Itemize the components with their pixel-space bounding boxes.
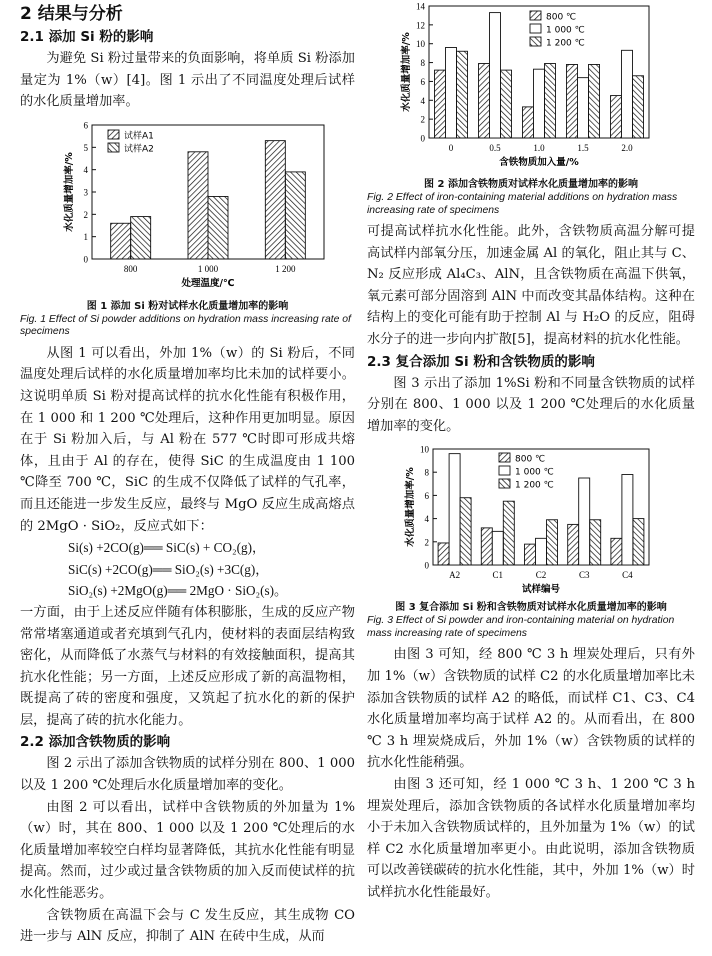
y-tick-label: 14 — [416, 1, 425, 12]
bar-1000℃-C3 — [579, 478, 590, 565]
fig3-caption-cn: 图 3 复合添加 Si 粉和含铁物质对试样水化质量增加率的影响 — [395, 602, 667, 614]
bar-试样A2-1200 — [285, 172, 305, 259]
y-tick-label: 6 — [420, 76, 425, 87]
figure-1 — [20, 117, 355, 300]
legend-swatch — [108, 130, 119, 139]
paragraph: 图 3 示出了添加 1%Si 粉和不同量含铁物质的试样分别在 800、1 000 以及 1 200 ℃处理后的水化质量增加率的变化。 — [367, 375, 695, 434]
left-column — [20, 0, 355, 948]
bar-1000℃-1.5 — [578, 78, 589, 138]
bar-1200℃-0 — [457, 51, 468, 138]
subsection-2-2-title: 2.2 添加含铁物质的影响 — [20, 734, 171, 751]
bar-试样A1-1000 — [188, 152, 208, 259]
bar-1000℃-C4 — [622, 475, 633, 565]
bar-1200℃-2.0 — [633, 76, 644, 138]
fig2-chart — [367, 0, 695, 178]
legend-entry: 1 000 ℃ — [515, 467, 554, 478]
y-tick-label: 12 — [416, 20, 425, 31]
equation-3: SiO₂(s) +2MgO(g)══ 2MgO · SiO₂(s)。 — [68, 583, 288, 599]
y-axis-label: 水化质量增加率/% — [401, 32, 412, 112]
x-tick-label: A2 — [449, 570, 461, 581]
bar-试样A2-800 — [131, 216, 151, 258]
x-tick-label: 1.0 — [533, 143, 545, 153]
subsection-2-1-title: 2.1 添加 Si 粉的影响 — [20, 29, 154, 45]
y-tick-label: 2 — [420, 114, 425, 125]
paragraph: 为避免 Si 粉过量带来的负面影响，将单质 Si 粉添加量定为 1%（w）[4]。图 1 示出了不同温度处理后试样的水化质量增加率。 — [20, 51, 355, 110]
x-tick-label: 1.5 — [577, 143, 589, 153]
y-tick-label: 4 — [424, 514, 429, 525]
bar-1200℃-0.5 — [501, 70, 512, 138]
fig2-caption-cn: 图 2 添加含铁物质对试样水化质量增加率的影响 — [424, 179, 638, 190]
x-tick-label: C3 — [578, 570, 590, 581]
bar-1200℃-C3 — [590, 520, 601, 565]
bar-1200℃-1.5 — [589, 64, 600, 138]
bar-800℃-1.0 — [523, 107, 534, 138]
bar-800℃-C1 — [481, 528, 492, 565]
y-tick-label: 1 — [83, 231, 88, 242]
equation-2: SiC(s) +2CO(g)══ SiO₂(s) +3C(g)， — [68, 561, 269, 577]
y-tick-label: 8 — [424, 468, 429, 479]
bar-1000℃-0 — [446, 47, 457, 138]
bar-试样A1-1200 — [265, 140, 285, 258]
y-tick-label: 6 — [83, 120, 88, 131]
bar-800℃-0.5 — [479, 64, 490, 138]
x-tick-label: 1 200 — [275, 263, 296, 274]
fig1-caption-cn: 图 1 添加 Si 粉对试样水化质量增加率的影响 — [86, 300, 289, 312]
paragraph: 可提高试样抗水化性能。此外，含铁物质高温分解可提高试样内部氧分压，加速金属 Al 的氧化，阻止其与 C、N₂ 反应形成 Al₄C₃、AlN，且含铁物质在高温下供氧，氧元素可部分固溶到 AlN 中而改变其晶体结构。这种在结构上的变化可能有助于控制 Al 与 H₂O 的反应，阻碍水分子的进一步向内扩散[5]，提高材料的抗水化性能。 — [367, 224, 695, 347]
x-tick-label: C4 — [622, 570, 633, 581]
bar-1200℃-C2 — [547, 520, 558, 565]
x-tick-label: C1 — [492, 570, 504, 581]
bar-1000℃-C1 — [492, 532, 503, 566]
bar-试样A1-800 — [111, 223, 131, 259]
figure-2 — [367, 0, 695, 178]
fig2-caption-en: Fig. 2 Effect of iron-containing material additions on hydration mass increasing rate of specimens — [367, 192, 678, 216]
x-tick-label: 1 000 — [197, 263, 219, 274]
legend-entry: 1 200 ℃ — [515, 480, 554, 491]
paragraph: 图 2 示出了添加含铁物质的试样分别在 800、1 000 以及 1 200 ℃处理后水化质量增加率的变化。 — [20, 756, 355, 794]
x-axis-label: 含铁物质加入量/% — [499, 157, 579, 168]
y-tick-label: 6 — [424, 491, 429, 502]
legend-entry: 800 ℃ — [515, 454, 546, 465]
bar-800℃-C2 — [525, 544, 536, 565]
section-title: 2 结果与分析 — [20, 4, 123, 24]
right-column — [367, 0, 695, 903]
y-tick-label: 10 — [416, 39, 425, 50]
y-tick-label: 5 — [83, 142, 88, 153]
bar-1000℃-2.0 — [622, 50, 633, 138]
bar-800℃-0 — [435, 70, 446, 138]
figure-3 — [367, 441, 695, 601]
fig1-chart — [20, 117, 355, 300]
bar-1000℃-1.0 — [534, 69, 545, 138]
bar-800℃-C4 — [611, 539, 622, 566]
legend-swatch — [530, 11, 541, 20]
y-axis-label: 水化质量增加率/% — [405, 467, 416, 548]
legend-swatch — [499, 453, 510, 462]
legend-entry: 1 000 ℃ — [546, 25, 585, 36]
paragraph: 含铁物质在高温下会与 C 发生反应，其生成物 CO 进一步与 AlN 反应，抑制了 AlN 在砖中生成，从而 — [20, 907, 355, 945]
legend-swatch — [108, 143, 119, 152]
x-tick-label: 800 — [123, 263, 138, 274]
legend-swatch — [499, 479, 510, 488]
equation-1: Si(s) +2CO(g)══ SiC(s) + CO₂(g)， — [68, 540, 266, 556]
x-tick-label: 0 — [448, 143, 454, 153]
x-axis-label: 试样编号 — [521, 584, 561, 596]
bar-800℃-A2 — [438, 543, 449, 565]
x-tick-label: 2.0 — [621, 143, 633, 153]
bar-1000℃-A2 — [449, 454, 460, 565]
y-tick-label: 8 — [420, 58, 425, 69]
y-axis-label: 水化质量增加率/% — [64, 152, 75, 232]
y-tick-label: 0 — [424, 560, 429, 571]
legend-entry: 试样A1 — [124, 131, 154, 142]
bar-试样A2-1000 — [208, 196, 228, 259]
paragraph: 一方面，由于上述反应伴随有体积膨胀，生成的反应产物常常堵塞通道或者充填到气孔内，使材料的表面层结构致密化，从而降低了水蒸气与材料的有效接触面积，提高其抗水化性能；另一方面，上述反应形成了新的高温物相，既提高了砖的密度和强度，又筑起了抗水化的新的保护层，提高了砖的抗水化能力。 — [20, 604, 355, 728]
bar-1200℃-1.0 — [545, 64, 556, 138]
subsection-2-3-title: 2.3 复合添加 Si 粉和含铁物质的影响 — [367, 353, 595, 370]
legend-entry: 试样A2 — [124, 144, 154, 155]
bar-800℃-1.5 — [567, 64, 578, 138]
y-tick-label: 4 — [83, 164, 88, 175]
paragraph: 由图 2 可以看出，试样中含铁物质的外加量为 1%（w）时，其在 800、1 000 以及 1 200 ℃处理后的水化质量增加率较空白样均显著降低，其抗水化性能有明显提高。然而，过少或过量含铁物质的加入反而使试样的抗水化性能恶劣。 — [20, 799, 355, 902]
x-axis-label: 处理温度/℃ — [181, 277, 235, 289]
fig3-caption-en: Fig. 3 Effect of Si powder and iron-containing material on hydration mass increasing rate of specimens — [367, 615, 675, 639]
legend-swatch — [530, 37, 541, 46]
bar-800℃-2.0 — [611, 96, 622, 138]
legend-swatch — [499, 466, 510, 475]
bar-1200℃-A2 — [460, 498, 471, 565]
paragraph: 由图 3 还可知，经 1 000 ℃ 3 h、1 200 ℃ 3 h 埋炭处理后，添加含铁物质的各试样水化质量增加率均小于未加入含铁物质试样的，且外加量为 1%（w）的试样 C2 水化质量增加率更小。由此说明，添加含铁物质可以改善镁碳砖的抗水化性能，其中，外加 1%（w）时试样抗水化性能最好。 — [367, 776, 695, 900]
paragraph: 由图 3 可知，经 800 ℃ 3 h 埋炭处理后，只有外加 1%（w）含铁物质的试样 C2 的水化质量增加率比未添加含铁物质的试样 A2 的略低，而试样 C1、C3、C4 水化质量增加率均高于试样 A2 的。从而看出，在 800 ℃ 3 h 埋炭烧成后，外加 1%（w）含铁物质的试样的抗水化性能稍强。 — [367, 647, 695, 771]
x-tick-label: C2 — [535, 570, 547, 581]
bar-1200℃-C4 — [633, 519, 644, 565]
y-tick-label: 0 — [420, 133, 425, 144]
legend-entry: 800 ℃ — [546, 12, 577, 23]
y-tick-label: 10 — [420, 444, 429, 455]
y-tick-label: 2 — [83, 209, 88, 220]
y-tick-label: 0 — [83, 254, 88, 265]
bar-1000℃-C2 — [536, 539, 547, 566]
fig1-caption-en: Fig. 1 Effect of Si powder additions on hydration mass increasing rate of specimens — [20, 313, 351, 338]
paragraph: 从图 1 可以看出，外加 1%（w）的 Si 粉后，不同温度处理后试样的水化质量增加率均比未加的试样要小。这说明单质 Si 粉对提高试样的抗水化性能有积极作用，在 1 000 和 1 200 ℃处理后，这种作用更加明显。原因在于 Si 粉加入后，与 Al 粉在 577 ℃时即可形成共熔体，且由于 Al 的存在，使得 SiC 的生成温度由 1 100 ℃降至 700 ℃，SiC 的生成不仅降低了试样的气孔率，而且还能进一步发生反应，最终与 MgO 反应生成高熔点的 2MgO · SiO₂，反应式如下： — [20, 345, 355, 534]
y-tick-label: 2 — [424, 537, 429, 548]
fig3-chart — [367, 441, 695, 601]
bar-1200℃-C1 — [503, 502, 514, 566]
y-tick-label: 3 — [83, 187, 88, 198]
bar-800℃-C3 — [568, 525, 579, 566]
bar-1000℃-0.5 — [490, 13, 501, 138]
legend-entry: 1 200 ℃ — [546, 38, 585, 49]
legend-swatch — [530, 24, 541, 33]
y-tick-label: 4 — [420, 95, 425, 106]
x-tick-label: 0.5 — [489, 143, 501, 153]
